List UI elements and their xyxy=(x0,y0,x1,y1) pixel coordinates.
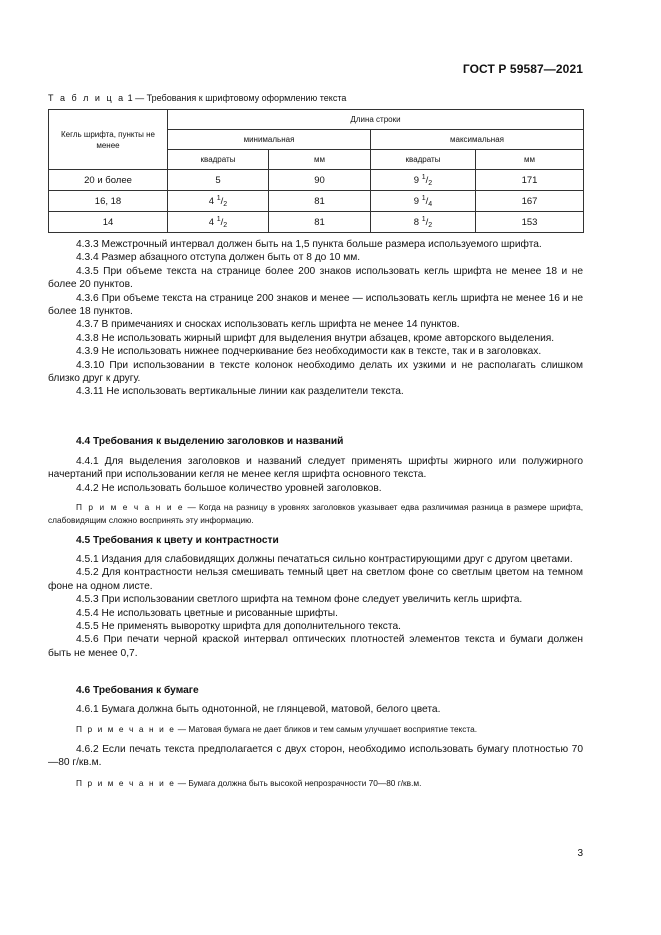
paragraph: 4.3.10 При использовании в тексте колонок необходимо делать их узкими и не располагать слишком близко друг к другу. xyxy=(48,359,583,385)
paragraph: 4.3.5 При объеме текста на странице более 200 знаков использовать кегль шрифта не менее 18 и не более 20 пунктов. xyxy=(48,265,583,291)
header-line-length: Длина строки xyxy=(168,110,584,130)
cell-min-squares: 5 xyxy=(168,170,269,191)
paragraph: 4.3.4 Размер абзацного отступа должен быть от 8 до 10 мм. xyxy=(76,252,361,264)
note-text: — Матовая бумага не дает бликов и тем самым улучшает восприятие текста. xyxy=(177,724,478,735)
paragraph: 4.6.1 Бумага должна быть однотонной, не глянцевой, матовой, белого цвета. xyxy=(76,704,441,715)
section-46-heading: 4.6 Требования к бумаге xyxy=(76,685,199,696)
header-max: максимальная xyxy=(371,130,584,150)
paragraph: 4.3.11 Не использовать вертикальные линии как разделители текста. xyxy=(76,386,404,398)
cell-max-mm: 167 xyxy=(476,191,584,212)
note xyxy=(48,501,583,526)
paragraph: 4.6.2 Если печать текста предполагается с двух сторон, необходимо использовать бумагу плотностью 70—80 г/кв.м. xyxy=(48,743,583,769)
paragraph: 4.4.2 Не использовать большое количество уровней заголовков. xyxy=(76,482,382,494)
cell-size: 20 и более xyxy=(49,170,168,191)
section-44-text xyxy=(48,455,583,526)
cell-min-mm: 81 xyxy=(269,191,371,212)
cell-max-squares: 9 $^1/_2$ xyxy=(371,170,476,191)
cell-max-mm: 153 xyxy=(476,212,584,233)
cell-max-squares: 8 $^1/_2$ xyxy=(371,212,476,233)
paragraph: 4.4.1 Для выделения заголовков и названий следует применять шрифты жирного или полужирного начертаний при использовании кегля не менее кегля шрифта основного текста. xyxy=(48,456,583,481)
header-min: минимальная xyxy=(168,130,371,150)
cell-max-mm: 171 xyxy=(476,170,584,191)
cell-min-mm: 81 xyxy=(269,212,371,233)
table-caption xyxy=(48,93,346,103)
table-caption-label: Т а б л и ц а xyxy=(48,93,126,103)
font-requirements-table xyxy=(48,109,584,233)
paragraph: 4.5.3 При использовании светлого шрифта на темном фоне следует увеличить кегль шрифта. xyxy=(76,594,523,606)
paragraph: 4.5.2 Для контрастности нельзя смешивать темный цвет на светлом фоне со светлым цветом на темном фоне на одном листе. xyxy=(48,567,583,592)
note-label: П р и м е ч а н и е xyxy=(76,777,176,788)
note-label: П р и м е ч а н и е xyxy=(76,502,185,513)
section-44-heading: 4.4 Требования к выделению заголовков и названий xyxy=(76,436,344,447)
cell-min-squares: 4 $^1/_2$ xyxy=(168,191,269,212)
note xyxy=(48,723,583,736)
page-number: 3 xyxy=(577,848,583,859)
paragraph: 4.5.5 Не применять выворотку шрифта для дополнительного текста. xyxy=(76,621,401,633)
cell-min-mm: 90 xyxy=(269,170,371,191)
table-row xyxy=(49,191,584,212)
paragraph: 4.3.8 Не использовать жирный шрифт для выделения внутри абзацев, кроме авторского выделения. xyxy=(76,332,555,344)
cell-max-squares: 9 $^1/_4$ xyxy=(371,191,476,212)
cell-size: 16, 18 xyxy=(49,191,168,212)
note xyxy=(48,777,583,790)
header-squares-min: квадраты xyxy=(168,150,269,170)
paragraph: 4.5.4 Не использовать цветные и рисованные шрифты. xyxy=(76,607,338,619)
paragraph: 4.3.7 В примечаниях и сносках использовать кегль шрифта не менее 14 пунктов. xyxy=(76,319,460,331)
table-caption-text: 1 — Требования к шрифтовому оформлению текста xyxy=(127,93,347,103)
note-label: П р и м е ч а н и е xyxy=(76,724,176,735)
note-text: — Когда на разницу в уровнях заголовков указывает едва различимая разница в размере шрифта, слабовидящим сложно воспринять эту информацию. xyxy=(48,502,583,525)
section-46-text xyxy=(48,703,583,789)
table-row xyxy=(49,170,584,191)
header-squares-max: квадраты xyxy=(371,150,476,170)
paragraph: 4.5.1 Издания для слабовидящих должны печататься сильно контрастирующими друг с другом цветами. xyxy=(76,554,573,565)
cell-size: 14 xyxy=(49,212,168,233)
paragraph: 4.5.6 При печати черной краской интервал оптических плотностей элементов текста и бумаги должен быть не менее 0,7. xyxy=(48,634,583,659)
paragraph: 4.3.9 Не использовать нижнее подчеркивание без необходимости как в тексте, так и в заголовках. xyxy=(76,346,542,358)
note-text: — Бумага должна быть высокой непрозрачности 70—80 г/кв.м. xyxy=(177,777,422,788)
header-mm-max: мм xyxy=(476,150,584,170)
header-font-size: Кегль шрифта, пункты не менее xyxy=(49,110,168,170)
table-row xyxy=(49,212,584,233)
paragraph: 4.3.3 Межстрочный интервал должен быть на 1,5 пункта больше размера используемого шрифта. xyxy=(76,239,542,250)
cell-min-squares: 4 $^1/_2$ xyxy=(168,212,269,233)
section-45-heading: 4.5 Требования к цвету и контрастности xyxy=(76,535,279,546)
paragraph: 4.3.6 При объеме текста на странице 200 знаков и менее — использовать кегль шрифта не менее 16 и не более 18 пунктов. xyxy=(48,292,583,318)
section-43-text xyxy=(48,238,583,399)
document-code: ГОСТ Р 59587—2021 xyxy=(462,62,583,76)
header-mm-min: мм xyxy=(269,150,371,170)
section-45-text xyxy=(48,553,583,660)
